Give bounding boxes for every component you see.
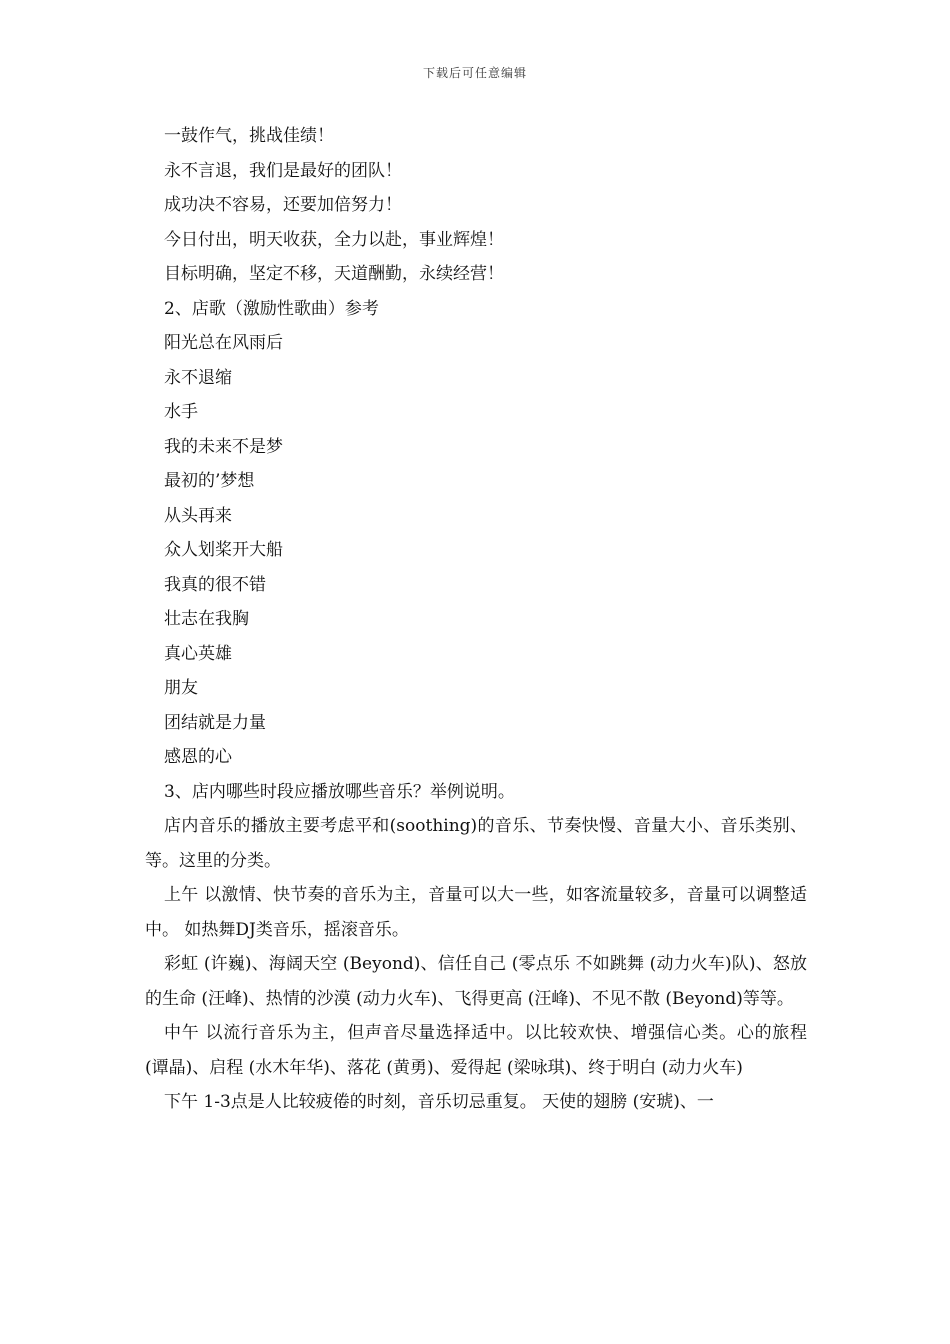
song-title: 从头再来	[164, 505, 232, 526]
song-title: 我的未来不是梦	[164, 436, 283, 457]
song-title: 壮志在我胸	[164, 609, 249, 629]
paragraph-noon: 中午 以流行音乐为主，但声音尽量选择适中。以比较欢快、增强信心类。心的旅程 (谭晶)、启程 (水木年华)、落花 (黄勇)、爱得起 (梁咏琪)、终于明白 (动力火车)	[145, 1023, 807, 1078]
slogan-line: 今日付出，明天收获，全力以赴，事业辉煌！	[164, 229, 504, 250]
slogan-line: 成功决不容易，还要加倍努力！	[164, 195, 402, 215]
song-title: 真心英雄	[164, 643, 232, 664]
paragraph-morning-songs: 彩虹 (许巍)、海阔天空 (Beyond)、信任自己 (零点乐 不如跳舞 (动力火车)队)、怒放的生命 (汪峰)、热情的沙漠 (动力火车)、飞得更高 (汪峰)、不见不散 (Beyond)等等。	[145, 954, 807, 1009]
slogan-line: 目标明确，坚定不移，天道酬勤，永续经营！	[164, 264, 504, 284]
slogan-line: 一鼓作气，挑战佳绩！	[164, 126, 334, 146]
section-heading-songs: 2、店歌（激励性歌曲）参考	[164, 298, 379, 319]
paragraph-music-considerations: 店内音乐的播放主要考虑平和(soothing)的音乐、节奏快慢、音量大小、音乐类别、等。这里的分类。	[145, 816, 807, 871]
document-body	[145, 119, 807, 1120]
song-title: 团结就是力量	[164, 712, 266, 733]
song-title: 朋友	[164, 678, 198, 698]
song-title: 我真的很不错	[164, 574, 266, 595]
paragraph-afternoon: 下午 1-3点是人比较疲倦的时刻，音乐切忌重复。 天使的翅膀 (安琥)、一	[164, 1092, 714, 1112]
slogan-line: 永不言退，我们是最好的团队！	[164, 160, 402, 181]
song-title: 永不退缩	[164, 367, 232, 388]
page-header: 下载后可任意编辑	[422, 66, 527, 80]
song-title: 阳光总在风雨后	[164, 333, 283, 353]
song-title: 水手	[164, 402, 198, 422]
song-title: 感恩的心	[164, 747, 232, 767]
section-heading-music-times: 3、店内哪些时段应播放哪些音乐？举例说明。	[164, 781, 515, 802]
song-title: 众人划桨开大船	[164, 540, 283, 560]
paragraph-morning: 上午 以激情、快节奏的音乐为主，音量可以大一些，如客流量较多，音量可以调整适中。 如热舞DJ类音乐，摇滚音乐。	[145, 885, 807, 940]
song-title: 最初的’梦想	[164, 471, 255, 491]
